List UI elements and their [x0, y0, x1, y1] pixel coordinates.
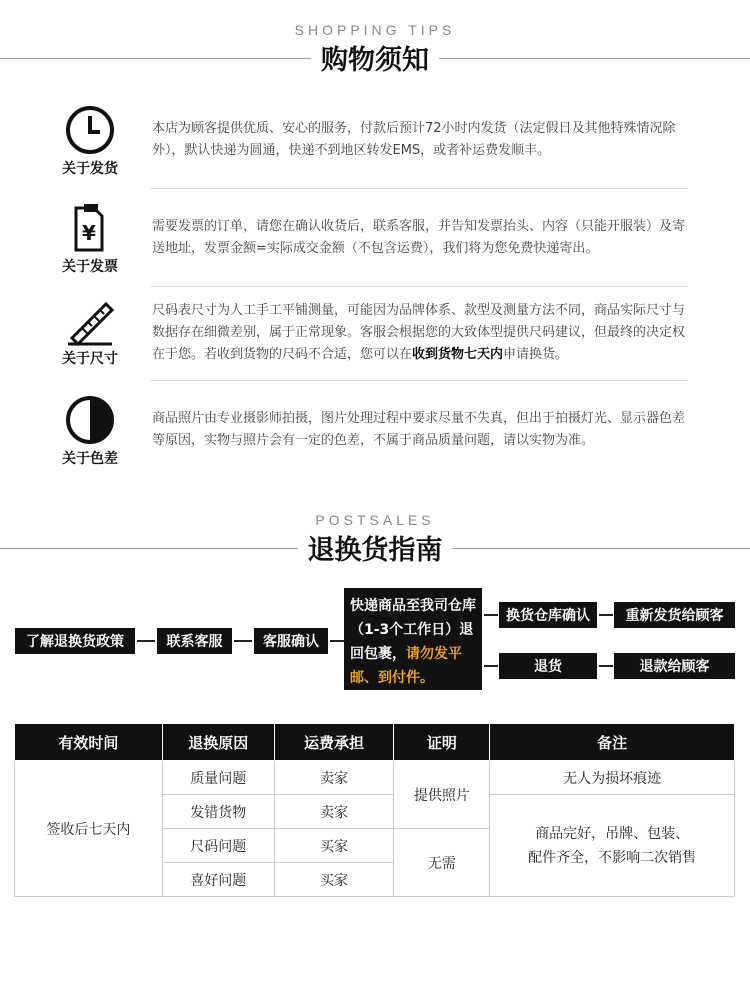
- flow-connector: [599, 665, 613, 667]
- tip-text: 商品照片由专业摄影师拍摄，图片处理过程中要求尽量不失真，但出于拍摄灯光、显示器色差等原因，实物与照片会有一定的色差，不属于商品质量问题，请以实物为准。: [152, 411, 686, 448]
- tip-size: [60, 298, 690, 380]
- table-header: 证明: [394, 724, 490, 761]
- tip-label: 关于色差: [62, 451, 118, 467]
- table-row: [15, 761, 735, 795]
- cell-note: [490, 795, 735, 897]
- invoice-icon: [64, 202, 116, 254]
- ruler-icon: [64, 298, 116, 346]
- flow-step-confirm: 客服确认: [254, 628, 328, 654]
- flow-step-exchange-confirm: 换货仓库确认: [499, 602, 597, 628]
- cell-valid-time: 签收后七天内: [15, 761, 163, 897]
- clock-icon: [64, 104, 116, 156]
- tip-text: [152, 300, 692, 366]
- note-line: 商品完好，吊牌、包装、: [535, 825, 690, 842]
- tip-invoice: [60, 202, 690, 286]
- cell-reason: 发错货物: [162, 795, 274, 829]
- flow-connector: [599, 614, 613, 616]
- flow-step-refund: 退款给顾客: [614, 653, 735, 679]
- section-title: 退换货指南: [298, 528, 453, 567]
- table-header-row: [15, 724, 735, 761]
- flow-connector: [484, 665, 498, 667]
- flow-connector: [330, 640, 344, 642]
- tip-label: 关于发货: [62, 161, 118, 177]
- tip-text-part: 尺码表尺寸为人工手工平铺测量，可能因为品牌体系、款型及测量方法不同，商品实际尺寸与数据存在细微差别，属于正常现象。客服会根据您的大致体型提供尺码建议，但最终的决定权在于您。若收到货物的尺码不合适，您可以在: [152, 303, 686, 362]
- cell-reason: 尺码问题: [162, 829, 274, 863]
- tip-label: 关于尺寸: [62, 351, 118, 367]
- tip-icon-wrap: [60, 394, 120, 468]
- divider: [150, 380, 688, 381]
- tip-text: 需要发票的订单，请您在确认收货后，联系客服，并告知发票抬头、内容（只能开服装）及寄送地址，发票金额=实际成交金额（不包含运费），我们将为您免费快递寄出。: [152, 219, 686, 256]
- tip-icon-wrap: [60, 104, 120, 178]
- cell-payer: 买家: [274, 863, 394, 897]
- cell-payer: 卖家: [274, 795, 394, 829]
- cell-note: 无人为损坏痕迹: [490, 761, 735, 795]
- flow-connector: [234, 640, 252, 642]
- flow-step-warning: 请勿发平邮、到付件。: [350, 646, 462, 686]
- section-subtitle-en: SHOPPING TIPS: [294, 22, 456, 38]
- contrast-icon: [64, 394, 116, 446]
- section-title: 购物须知: [311, 38, 439, 77]
- tip-shipping: [60, 104, 690, 188]
- section-subtitle-en: POSTSALES: [315, 512, 435, 528]
- tip-icon-wrap: [60, 202, 120, 276]
- flow-connector: [484, 614, 498, 616]
- table-header: 备注: [490, 724, 735, 761]
- cell-proof: 无需: [394, 829, 490, 897]
- return-policy-table: [14, 724, 735, 897]
- tip-text-bold: 收到货物七天内: [412, 347, 504, 362]
- tip-icon-wrap: [60, 298, 120, 368]
- cell-payer: 买家: [274, 829, 394, 863]
- cell-reason: 质量问题: [162, 761, 274, 795]
- yuan-glyph: ¥: [82, 221, 96, 245]
- flow-step-text: 快递商品至我司仓库（1-3个工作日）退回包裹，: [350, 598, 476, 662]
- flow-step-return: 退货: [499, 653, 597, 679]
- flow-connector: [137, 640, 155, 642]
- flow-step-contact: 联系客服: [157, 628, 232, 654]
- cell-proof: 提供照片: [394, 761, 490, 829]
- table-header: 运费承担: [274, 724, 394, 761]
- note-line: 配件齐全，不影响二次销售: [528, 849, 697, 866]
- cell-reason: 喜好问题: [162, 863, 274, 897]
- flow-step-policy: 了解退换货政策: [15, 628, 135, 654]
- divider: [150, 286, 688, 287]
- tip-text: 本店为顾客提供优质、安心的服务，付款后预计72小时内发货（法定假日及其他特殊情况除外），默认快递为圆通，快递不到地区转发EMS，或者补运费发顺丰。: [152, 121, 676, 158]
- tip-text-part: 申请换货。: [503, 347, 569, 362]
- tip-label: 关于发票: [62, 259, 118, 275]
- tip-color: [60, 394, 690, 474]
- cell-payer: 卖家: [274, 761, 394, 795]
- table-header: 有效时间: [15, 724, 163, 761]
- table-header: 退换原因: [162, 724, 274, 761]
- flow-step-ship-back: [344, 588, 482, 690]
- divider: [150, 188, 688, 189]
- flow-step-resend: 重新发货给顾客: [614, 602, 735, 628]
